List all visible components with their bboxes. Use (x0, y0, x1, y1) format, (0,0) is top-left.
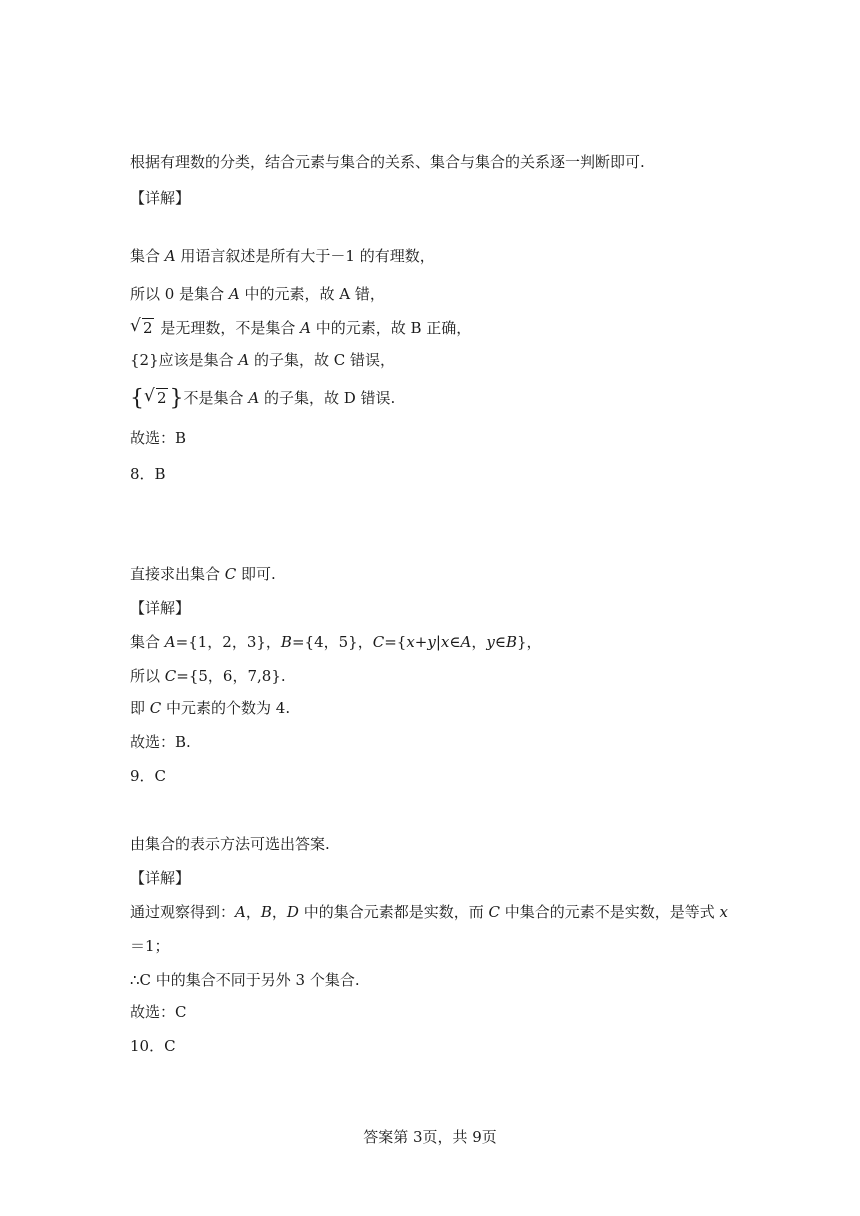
text-segment: 即可. (236, 565, 276, 583)
text-segment: ={ (384, 633, 407, 651)
text-segment: ∈ (494, 633, 506, 651)
solution-line (130, 284, 385, 304)
math-variable: x (719, 903, 728, 921)
math-variable: A (164, 247, 176, 265)
question-number: 10．C (130, 1037, 176, 1055)
solution-line (130, 350, 395, 370)
text-segment: 即 (130, 699, 150, 717)
text-segment: 直接求出集合 (130, 565, 225, 583)
text-segment: 中的元素，故 A 错， (239, 285, 385, 303)
analysis-text: 由集合的表示方法可选出答案. (130, 835, 330, 853)
solution-line: ＝1； (130, 937, 170, 955)
answer-choice: 故选：B (130, 429, 187, 447)
page-footer: 答案第 3页，共 9页 (363, 1128, 497, 1146)
math-variable: x (440, 633, 450, 651)
detail-header: 【详解】 (130, 599, 191, 617)
math-variable: C (164, 667, 177, 685)
math-variable: A (228, 285, 240, 303)
math-variable: A (238, 351, 250, 369)
math-variable: C (224, 565, 237, 583)
text-segment: 中集合的元素不是实数，是等式 (499, 903, 720, 921)
text-segment: 集合 (130, 247, 165, 265)
solution-line: ∴C 中的集合不同于另外 3 个集合. (130, 971, 360, 989)
math-variable: C (488, 903, 500, 921)
solution-line (130, 246, 435, 266)
text-segment: ={1，2，3}， (175, 633, 281, 651)
math-variable: x (406, 633, 415, 651)
text-segment: | (435, 633, 441, 651)
sqrt-argument: 2 (143, 319, 153, 337)
question-number: 9．C (130, 767, 167, 785)
text-segment: }， (516, 633, 542, 651)
text-segment: ， (245, 903, 261, 921)
detail-header: 【详解】 (130, 189, 191, 207)
math-variable: B (505, 633, 517, 651)
solution-line (130, 318, 471, 338)
math-variable: A (300, 319, 311, 337)
sqrt-expression: √ 2 (130, 316, 153, 337)
math-variable: A (164, 633, 176, 651)
solution-line (130, 388, 395, 409)
math-variable: C (372, 633, 385, 651)
sqrt-expression: √ 2 (144, 386, 167, 407)
math-variable: A (248, 389, 260, 407)
text-segment: ∈ (449, 633, 461, 651)
math-variable: C (149, 699, 162, 717)
text-segment: 的子集，故 C 错误， (249, 351, 396, 369)
solution-line (130, 698, 290, 718)
math-variable: y (486, 633, 495, 651)
text-segment: ={5，6，7,8}. (176, 667, 286, 685)
text-segment: 是无理数，不是集合 (155, 319, 301, 337)
text-segment: 的子集，故 D 错误. (259, 389, 396, 407)
solution-line (130, 632, 542, 652)
text-segment: 所以 0 是集合 (130, 285, 229, 303)
text-segment: 中元素的个数为 4. (161, 699, 291, 717)
solution-line (130, 666, 286, 686)
detail-header: 【详解】 (130, 869, 191, 887)
sqrt-argument: 2 (157, 389, 167, 407)
math-variable: D (286, 903, 299, 921)
math-variable: B (280, 633, 292, 651)
text-segment: ={4，5}， (291, 633, 373, 651)
text-segment: 所以 (130, 667, 165, 685)
text-segment: 中的元素，故 B 正确， (310, 319, 472, 337)
answer-choice: 故选：B. (130, 733, 191, 751)
right-brace: } (169, 386, 184, 411)
text-segment: 中的集合元素都是实数，而 (298, 903, 489, 921)
text-segment: ， (471, 633, 487, 651)
question-number: 8．B (130, 465, 166, 483)
analysis-text (130, 564, 276, 584)
text-segment: 通过观察得到： (130, 903, 236, 921)
text-segment: 用语言叙述是所有大于－1 的有理数， (175, 247, 435, 265)
analysis-text: 根据有理数的分类，结合元素与集合的关系、集合与集合的关系逐一判断即可. (130, 153, 645, 171)
math-variable: A (460, 633, 472, 651)
math-variable: B (260, 903, 272, 921)
text-segment: 集合 (130, 633, 165, 651)
text-segment: {2}应该是集合 (130, 351, 239, 369)
text-segment: 不是集合 (183, 389, 249, 407)
text-segment: + (414, 633, 428, 651)
solution-line (130, 902, 728, 922)
math-variable: A (235, 903, 246, 921)
text-segment: ， (271, 903, 287, 921)
math-variable: y (427, 633, 436, 651)
answer-choice: 故选：C (130, 1003, 187, 1021)
left-brace: { (130, 386, 144, 411)
